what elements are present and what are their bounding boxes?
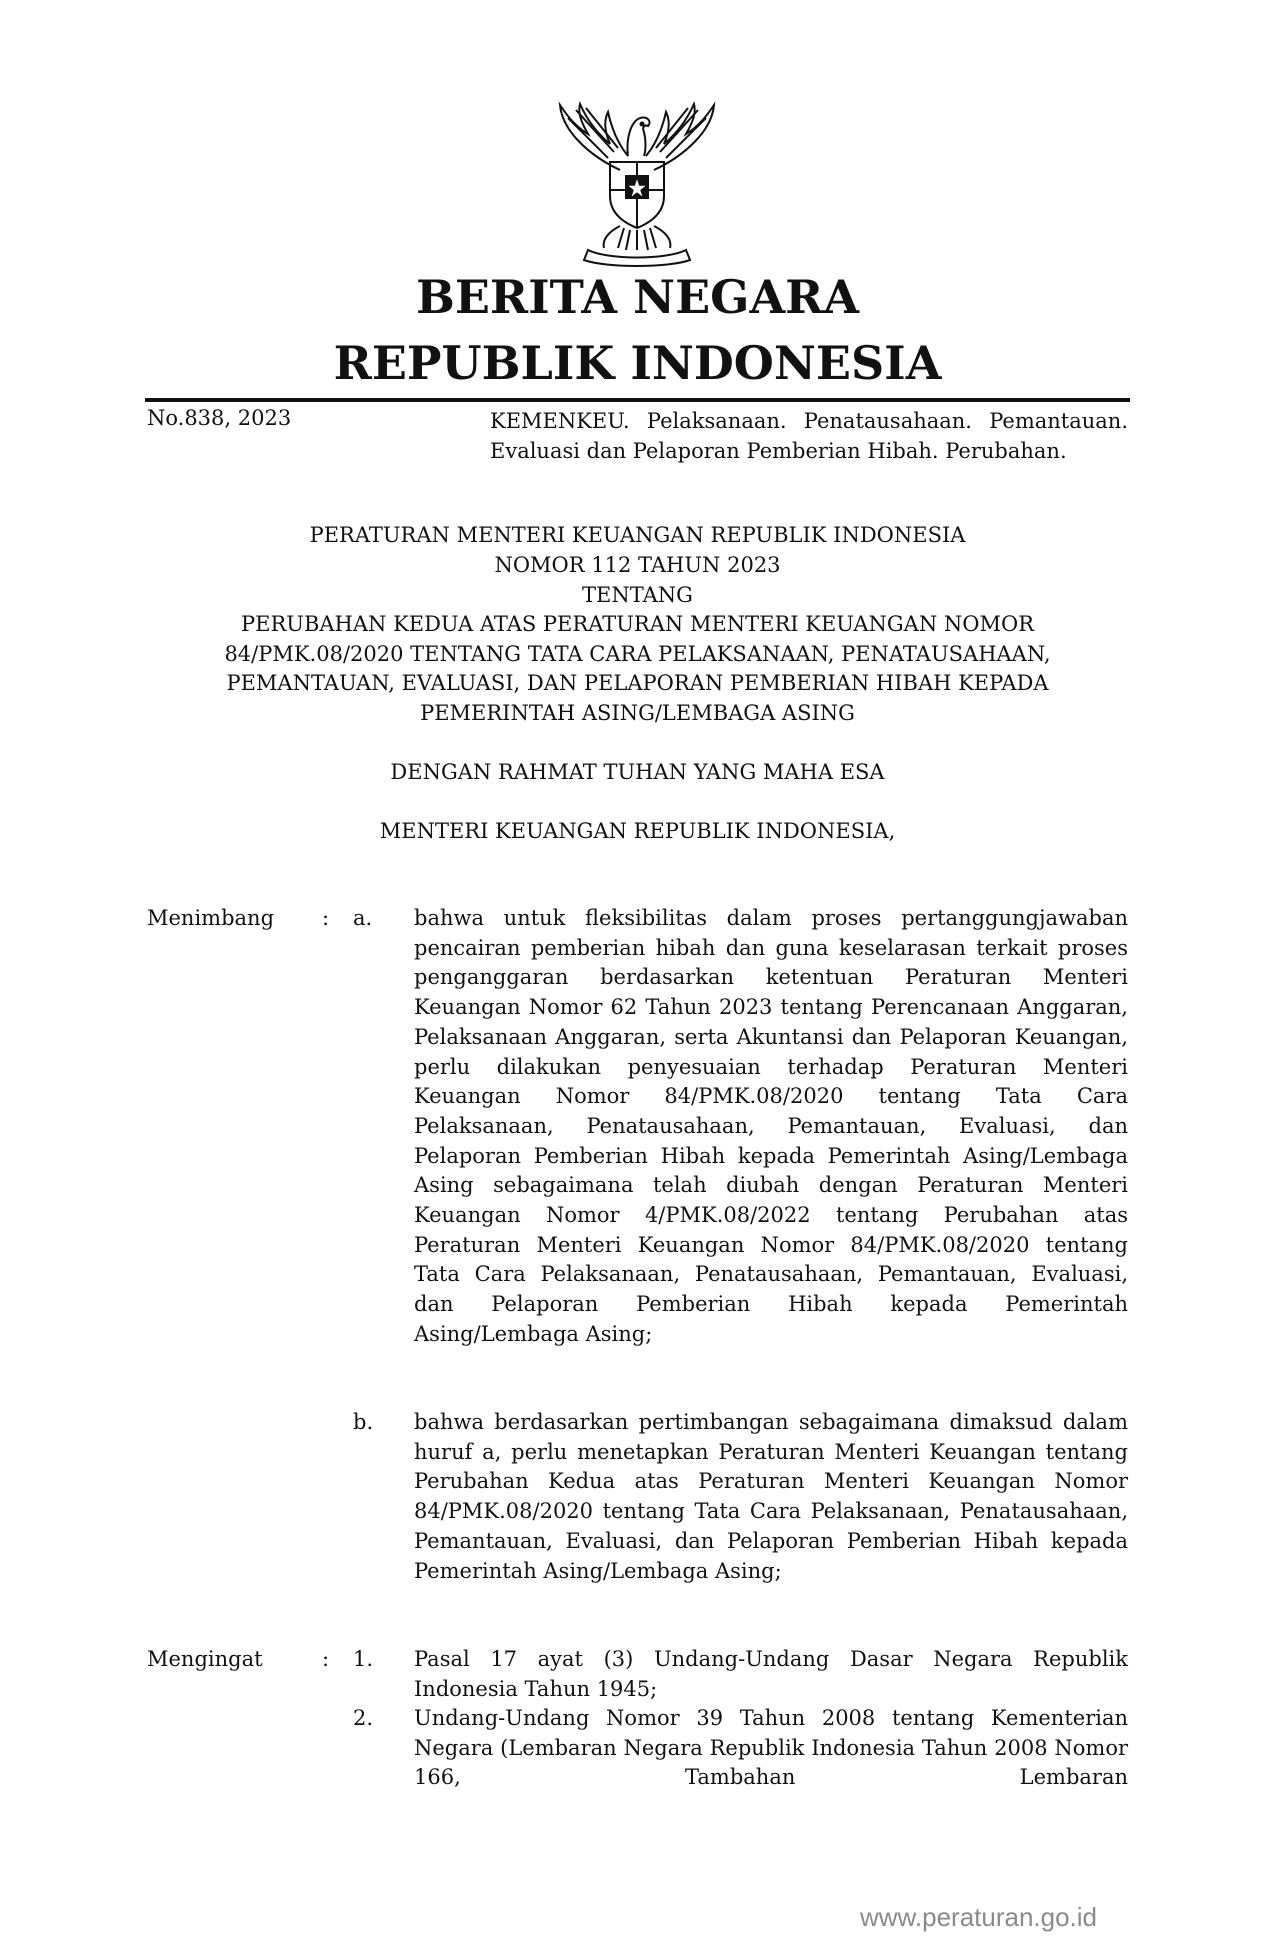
- gazette-number: No.838, 2023: [147, 406, 292, 430]
- clause-marker: 2.: [353, 1706, 374, 1730]
- mengingat-label: Mengingat: [147, 1647, 263, 1671]
- gazette-topic: KEMENKEU. Pelaksanaan. Penatausahaan. Pemantauan. Evaluasi dan Pelaporan Pemberian Hibah. Perubahan.: [490, 409, 1128, 463]
- regulation-number: NOMOR 112 TAHUN 2023: [494, 553, 781, 577]
- mengingat-item-2: Undang-Undang Nomor 39 Tahun 2008 tentang Kementerian Negara (Lembaran Negara Republik Indonesia Tahun 2008 Nomor 166, Tambahan Lembaran: [414, 1706, 1128, 1790]
- clause-marker: a.: [353, 906, 373, 930]
- mengingat-item-1: Pasal 17 ayat (3) Undang-Undang Dasar Negara Republik Indonesia Tahun 1945;: [414, 1647, 1128, 1701]
- masthead-subtitle: REPUBLIK INDONESIA: [333, 336, 942, 390]
- clause-marker: 1.: [353, 1647, 374, 1671]
- invocation: DENGAN RAHMAT TUHAN YANG MAHA ESA: [390, 760, 885, 784]
- regulation-about: TENTANG: [582, 583, 693, 607]
- menimbang-colon: :: [322, 906, 330, 930]
- regulation-issuer: PERATURAN MENTERI KEUANGAN REPUBLIK INDONESIA: [309, 523, 966, 547]
- regulation-title-line: PEMANTAUAN, EVALUASI, DAN PELAPORAN PEMBERIAN HIBAH KEPADA: [226, 671, 1049, 695]
- masthead-divider: [145, 398, 1130, 402]
- regulation-title-line: PERUBAHAN KEDUA ATAS PERATURAN MENTERI KEUANGAN NOMOR: [240, 612, 1035, 636]
- clause-marker: b.: [353, 1410, 374, 1434]
- mengingat-colon: :: [322, 1647, 330, 1671]
- menimbang-clause-a: bahwa untuk fleksibilitas dalam proses pertanggungjawaban pencairan pemberian hibah dan guna keselarasan terkait proses penganggaran berdasarkan ketentuan Peraturan Menteri Keuangan Nomor 62 Tahun 2023 tentang Perencanaan Anggaran, Pelaksanaan Anggaran, serta Akuntansi dan Pelaporan Keuangan, perlu dilakukan penyesuaian terhadap Peraturan Menteri Keuangan Nomor 84/PMK.08/2020 tentang Tata Cara Pelaksanaan, Penatausahaan, Pemantauan, Evaluasi, dan Pelaporan Pemberian Hibah kepada Pemerintah Asing/Lembaga Asing sebagaimana telah diubah dengan Peraturan Menteri Keuangan Nomor 4/PMK.08/2022 tentang Perubahan atas Peraturan Menteri Keuangan Nomor 84/PMK.08/2020 tentang Tata Cara Pelaksanaan, Penatausahaan, Pemantauan, Evaluasi, dan Pelaporan Pemberian Hibah kepada Pemerintah Asing/Lembaga Asing;: [414, 906, 1128, 1346]
- menimbang-clause-b: bahwa berdasarkan pertimbangan sebagaimana dimaksud dalam huruf a, perlu menetapkan Peraturan Menteri Keuangan tentang Perubahan Kedua atas Peraturan Menteri Keuangan Nomor 84/PMK.08/2020 tentang Tata Cara Pelaksanaan, Penatausahaan, Pemantauan, Evaluasi, dan Pelaporan Pemberian Hibah kepada Pemerintah Asing/Lembaga Asing;: [414, 1410, 1128, 1583]
- regulation-title-line: PEMERINTAH ASING/LEMBAGA ASING: [420, 701, 855, 725]
- garuda-emblem-icon: [548, 100, 726, 268]
- regulation-title-line: 84/PMK.08/2020 TENTANG TATA CARA PELAKSANAAN, PENATAUSAHAAN,: [224, 642, 1051, 666]
- masthead-title: BERITA NEGARA: [415, 270, 860, 324]
- minister-title: MENTERI KEUANGAN REPUBLIK INDONESIA,: [379, 819, 896, 843]
- menimbang-label: Menimbang: [147, 906, 275, 930]
- footer-url: www.peraturan.go.id: [860, 1902, 1098, 1932]
